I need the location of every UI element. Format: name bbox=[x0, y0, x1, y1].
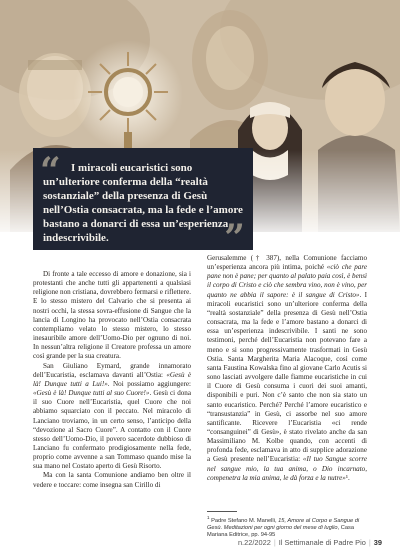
page-number: 39 bbox=[373, 538, 382, 547]
text-span: San Giuliano Eymard, grande innamorato dell’Eucaristia, esclamava davanti all’Ostia: bbox=[33, 361, 191, 379]
footer-separator: | bbox=[273, 538, 276, 547]
paragraph bbox=[207, 254, 367, 483]
article-column-right bbox=[207, 254, 367, 483]
citation-italic: «ciò che pare pane non è pane; per quanto al palato paia così, è bensì il corpo di Cristo e ciò che sembra vino, non è vino, per quanto ne abbia il sapore: è il sangue di Cristo» bbox=[207, 263, 368, 299]
footnote-divider bbox=[207, 511, 237, 512]
paragraph bbox=[33, 362, 191, 472]
citation-italic: «Gesù è là! Dunque tutti al suo Cuore!» bbox=[33, 389, 150, 398]
footnote-ref: ¹. bbox=[345, 473, 350, 482]
pull-quote-text: I miracoli eucaristici sono un’ulteriore conferma della “realtà sostanziale” della presenza di Gesù nell’Ostia consacrata, ma la fede e l’amore bastano a donarci di essa un’esperienza indescrivibile. bbox=[43, 162, 243, 244]
text-span: . I miracoli eucaristici sono un’ulteriore conferma della “realtà sostanziale” della presenza di Gesù nell’Ostia consacrata, ma la fede e l’amore bastano a donarci di essa un’esperienza indescrivibile. I santi ne sono testimoni, perché dell’Eucaristia non potevano fare a meno e si sono progressivamente trasformati in Gesù Ostia. Santa Margherita Maria Alacoque, così come santa Faustina Kowalska fino al giovane Carlo Acutis si sono lasciati avvolgere dalle fiamme eucaristiche in cui il Cuore di Gesù consuma i cuori dei suoi amanti, disponibili e puri. Non c’è santo che non sia stato un santo eucaristico. Perché? Perché l’amore eucaristico e “transustanzia” in Gesù, ci assorbe nel suo amore santificante. Ricevere l’Eucaristia «ci rende “consanguinei” di Gesù», è stato rivelato anche da san Massimiliano M. Kolbe quando, con accenti di profonda fede, esclamava in atto di supplice adorazione a Gesù presente nell’Eucaristia: bbox=[207, 290, 367, 464]
footnote-marker: 1 bbox=[207, 515, 210, 520]
footnote bbox=[207, 514, 369, 539]
issue-number: n.22/2022 bbox=[237, 538, 271, 547]
paragraph: Ma con la santa Comunione andiamo ben oltre il vedere e toccare: come insegna san Cirillo di bbox=[33, 471, 191, 489]
text-span: Gerusalemme († 387), nella Comunione facciamo un’esperienza ancora più intima, poiché bbox=[207, 254, 367, 272]
footnote-title: 15, Amore al Corpo e Sangue di Gesù. Meditazioni per ogni giorno del mese di luglio bbox=[207, 517, 360, 531]
footnote-text: Padre Stefano M. Manelli, bbox=[209, 517, 279, 524]
text-span: . Gesù ci dona il suo Cuore nell’Eucaristia, quel Cuore che noi abbiamo squarciato con il peccato. Nel miracolo di Lanciano troviamo, in un certo senso, l’anticipo della “devozione al Sacro Cuore”. A contatto con il Cuore stesso dell’Uomo-Dio, il povero sacerdote dubbioso di Lanciano fu confermato prodigiosamente nella fede, proprio come avvenne a san Tommaso quando mise la sua mano nel Costato aperto di Gesù Risorto. bbox=[33, 389, 191, 471]
page-footer bbox=[238, 538, 382, 547]
citation-italic: «Gesù è là! Dunque tutti a Lui!» bbox=[33, 370, 191, 388]
pull-quote bbox=[33, 148, 253, 259]
text-span: . Noi possiamo aggiungere: bbox=[107, 379, 191, 388]
close-quote-icon: ” bbox=[224, 217, 245, 259]
footnote-text: , Casa Mariana Editrice, pp. 94-95 bbox=[207, 524, 355, 538]
citation-italic: «Il tuo Sangue scorre nel sangue mio, la tua anima, o Dio incarnato, compenetra la mia anima, le dà forza e la nutre» bbox=[207, 455, 367, 482]
paragraph: Di fronte a tale eccesso di amore e donazione, sia i protestanti che anche tutti gli appartenenti a qualsiasi religione non cristiana, dovrebbero fermarsi e riflettere. E lo stesso mistero del Calvario che si presenta ai nostri occhi, la stessa sovra-effusione di Sangue che la lancia di Longino ha provocato nell’Ostia consacrata contempliamo velato lo stesso mistero, lo stesso inesauribile amore dell’Uomo-Dio per ognuno di noi. In nessun’altra religione il Creatore professa un amore così grande per la sua creatura. bbox=[33, 270, 191, 361]
footer-separator: | bbox=[368, 538, 371, 547]
article-column-left bbox=[33, 270, 191, 490]
open-quote-icon: “ bbox=[40, 150, 61, 192]
magazine-name: Il Settimanale di Padre Pio bbox=[278, 538, 366, 547]
